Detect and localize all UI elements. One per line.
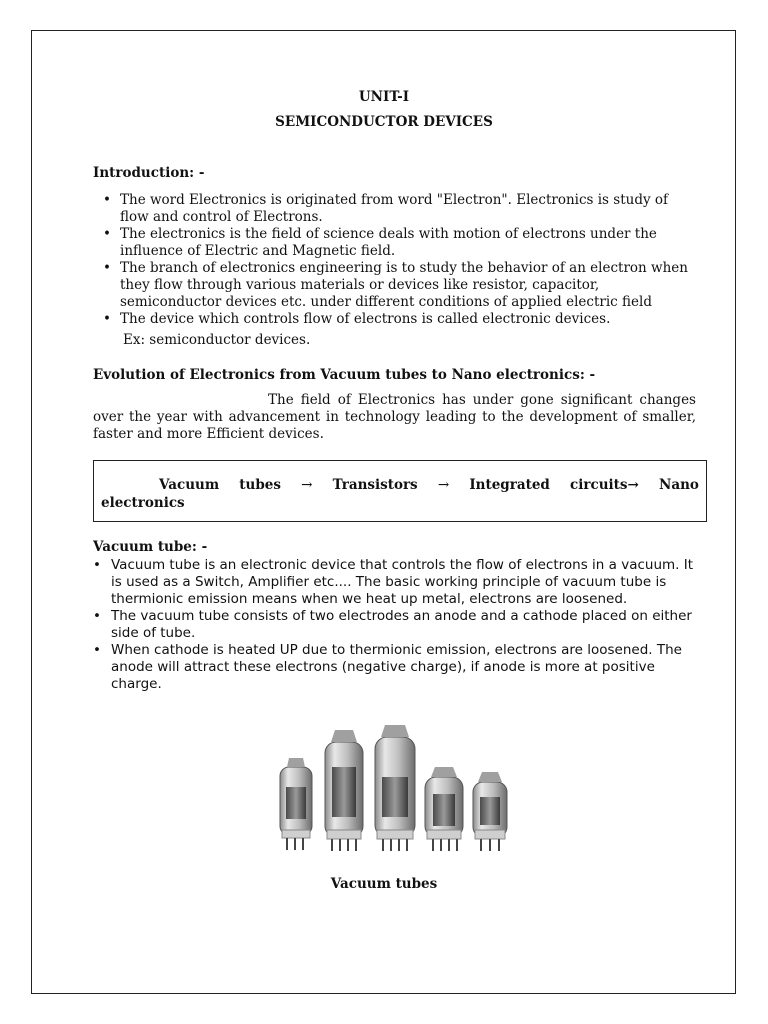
vacuum-tube-4 (425, 767, 463, 851)
vacuum-tube-list (93, 557, 703, 693)
arrow-icon: → (301, 477, 313, 493)
flow-step-vacuum: Vacuum (159, 477, 220, 493)
vacuum-tubes-illustration (275, 722, 515, 857)
flow-step-integrated: Integrated (469, 477, 550, 493)
vacuum-tube-1 (280, 758, 312, 850)
vacuum-tube-3 (375, 725, 415, 851)
arrow-icon: → (437, 477, 450, 493)
flow-step-electronics: electronics (101, 495, 185, 511)
introduction-list (93, 192, 696, 328)
list-item: • The vacuum tube consists of two electrodes an anode and a cathode placed on either side of tube. (93, 608, 703, 642)
page-title: SEMICONDUCTOR DEVICES (275, 114, 493, 130)
vacuum-tube-5 (473, 772, 507, 851)
list-item: • The electronics is the field of science deals with motion of electrons under the influence of Electric and Magnetic field. (93, 226, 696, 260)
example-text: Ex: semiconductor devices. (123, 332, 311, 348)
vacuum-tube-2 (325, 730, 363, 851)
flow-step-tubes: tubes (239, 477, 281, 493)
evolution-heading: Evolution of Electronics from Vacuum tubes to Nano electronics: - (93, 367, 596, 383)
flow-step-nano: Nano (658, 477, 699, 493)
evolution-flow-box (93, 460, 707, 522)
list-item: • The device which controls flow of electrons is called electronic devices. (93, 311, 696, 328)
list-item: • The word Electronics is originated from word "Electron". Electronics is study of flow and control of Electrons. (93, 192, 696, 226)
flow-step-circuits: circuits→ (570, 477, 639, 493)
figure-caption: Vacuum tubes (330, 876, 438, 892)
list-item: • Vacuum tube is an electronic device that controls the flow of electrons in a vacuum. It is used as a Switch, Amplifier etc.... The basic working principle of vacuum tube is thermionic emission means when we heat up metal, electrons are loosened. (93, 557, 703, 608)
list-item: • The branch of electronics engineering is to study the behavior of an electron when they flow through various materials or devices like resistor, capacitor, semiconductor devices etc. under different conditions of applied electric field (93, 260, 696, 311)
vacuum-tube-heading: Vacuum tube: - (93, 539, 208, 555)
unit-title: UNIT-I (358, 89, 410, 105)
introduction-heading: Introduction: - (93, 165, 205, 181)
flow-step-transistors: Transistors (332, 477, 418, 493)
vacuum-tubes-image (275, 722, 515, 857)
evolution-paragraph: The field of Electronics has under gone significant changes over the year with advancement in technology leading to the development of smaller, faster and more Efficient devices. (93, 392, 696, 442)
list-item: • When cathode is heated UP due to thermionic emission, electrons are loosened. The anode will attract these electrons (negative charge), if anode is more at positive charge. (93, 642, 703, 693)
